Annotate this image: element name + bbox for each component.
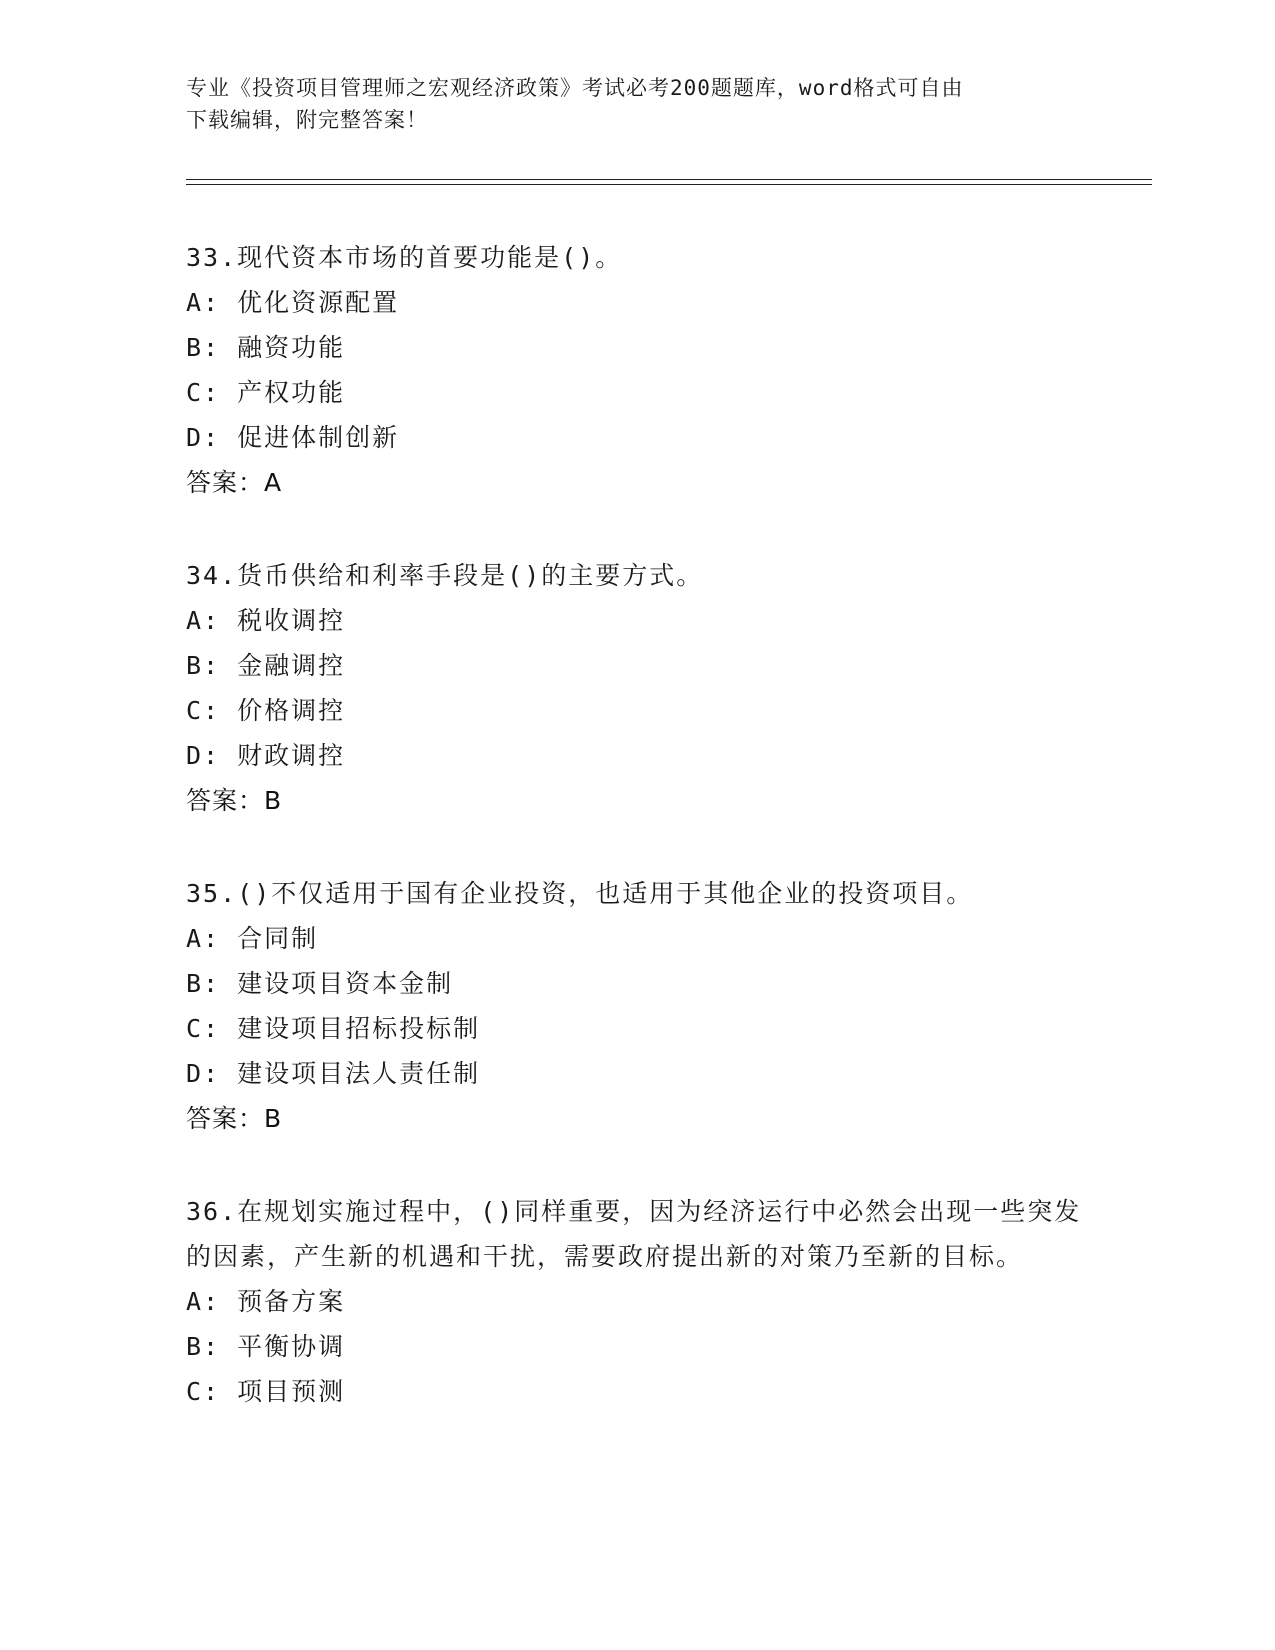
document-intro	[186, 72, 1066, 136]
question-34	[186, 553, 1086, 823]
option-a: A: 合同制	[186, 924, 319, 953]
header-divider-bottom	[186, 184, 1152, 185]
question-33	[186, 235, 1086, 505]
question-stem: 33.现代资本市场的首要功能是()。	[186, 243, 623, 272]
question-36	[186, 1189, 1086, 1414]
answer-line: 答案：B	[186, 1104, 283, 1133]
option-c: C: 价格调控	[186, 696, 346, 725]
question-stem: 34.货币供给和利率手段是()的主要方式。	[186, 561, 704, 590]
option-d: D: 财政调控	[186, 741, 346, 770]
option-b: B: 融资功能	[186, 333, 346, 362]
option-b: B: 金融调控	[186, 651, 346, 680]
question-35	[186, 871, 1086, 1141]
option-a: A: 优化资源配置	[186, 288, 400, 317]
question-stem: 36.在规划实施过程中，()同样重要，因为经济运行中必然会出现一些突发的因素，产生新的机遇和干扰，需要政府提出新的对策乃至新的目标。	[186, 1197, 1082, 1271]
option-b: B: 平衡协调	[186, 1332, 346, 1361]
option-a: A: 税收调控	[186, 606, 346, 635]
intro-line-1: 专业《投资项目管理师之宏观经济政策》考试必考200题题库，word格式可自由	[186, 76, 964, 100]
option-b: B: 建设项目资本金制	[186, 969, 454, 998]
question-list	[186, 235, 1086, 1462]
answer-line: 答案：B	[186, 786, 283, 815]
intro-line-2: 下载编辑，附完整答案！	[186, 108, 428, 132]
option-c: C: 产权功能	[186, 378, 346, 407]
option-a: A: 预备方案	[186, 1287, 346, 1316]
question-stem: 35.()不仅适用于国有企业投资，也适用于其他企业的投资项目。	[186, 879, 974, 908]
answer-line: 答案：A	[186, 468, 283, 497]
header-divider-top	[186, 179, 1152, 180]
option-c: C: 建设项目招标投标制	[186, 1014, 481, 1043]
option-c: C: 项目预测	[186, 1377, 346, 1406]
option-d: D: 建设项目法人责任制	[186, 1059, 481, 1088]
option-d: D: 促进体制创新	[186, 423, 400, 452]
